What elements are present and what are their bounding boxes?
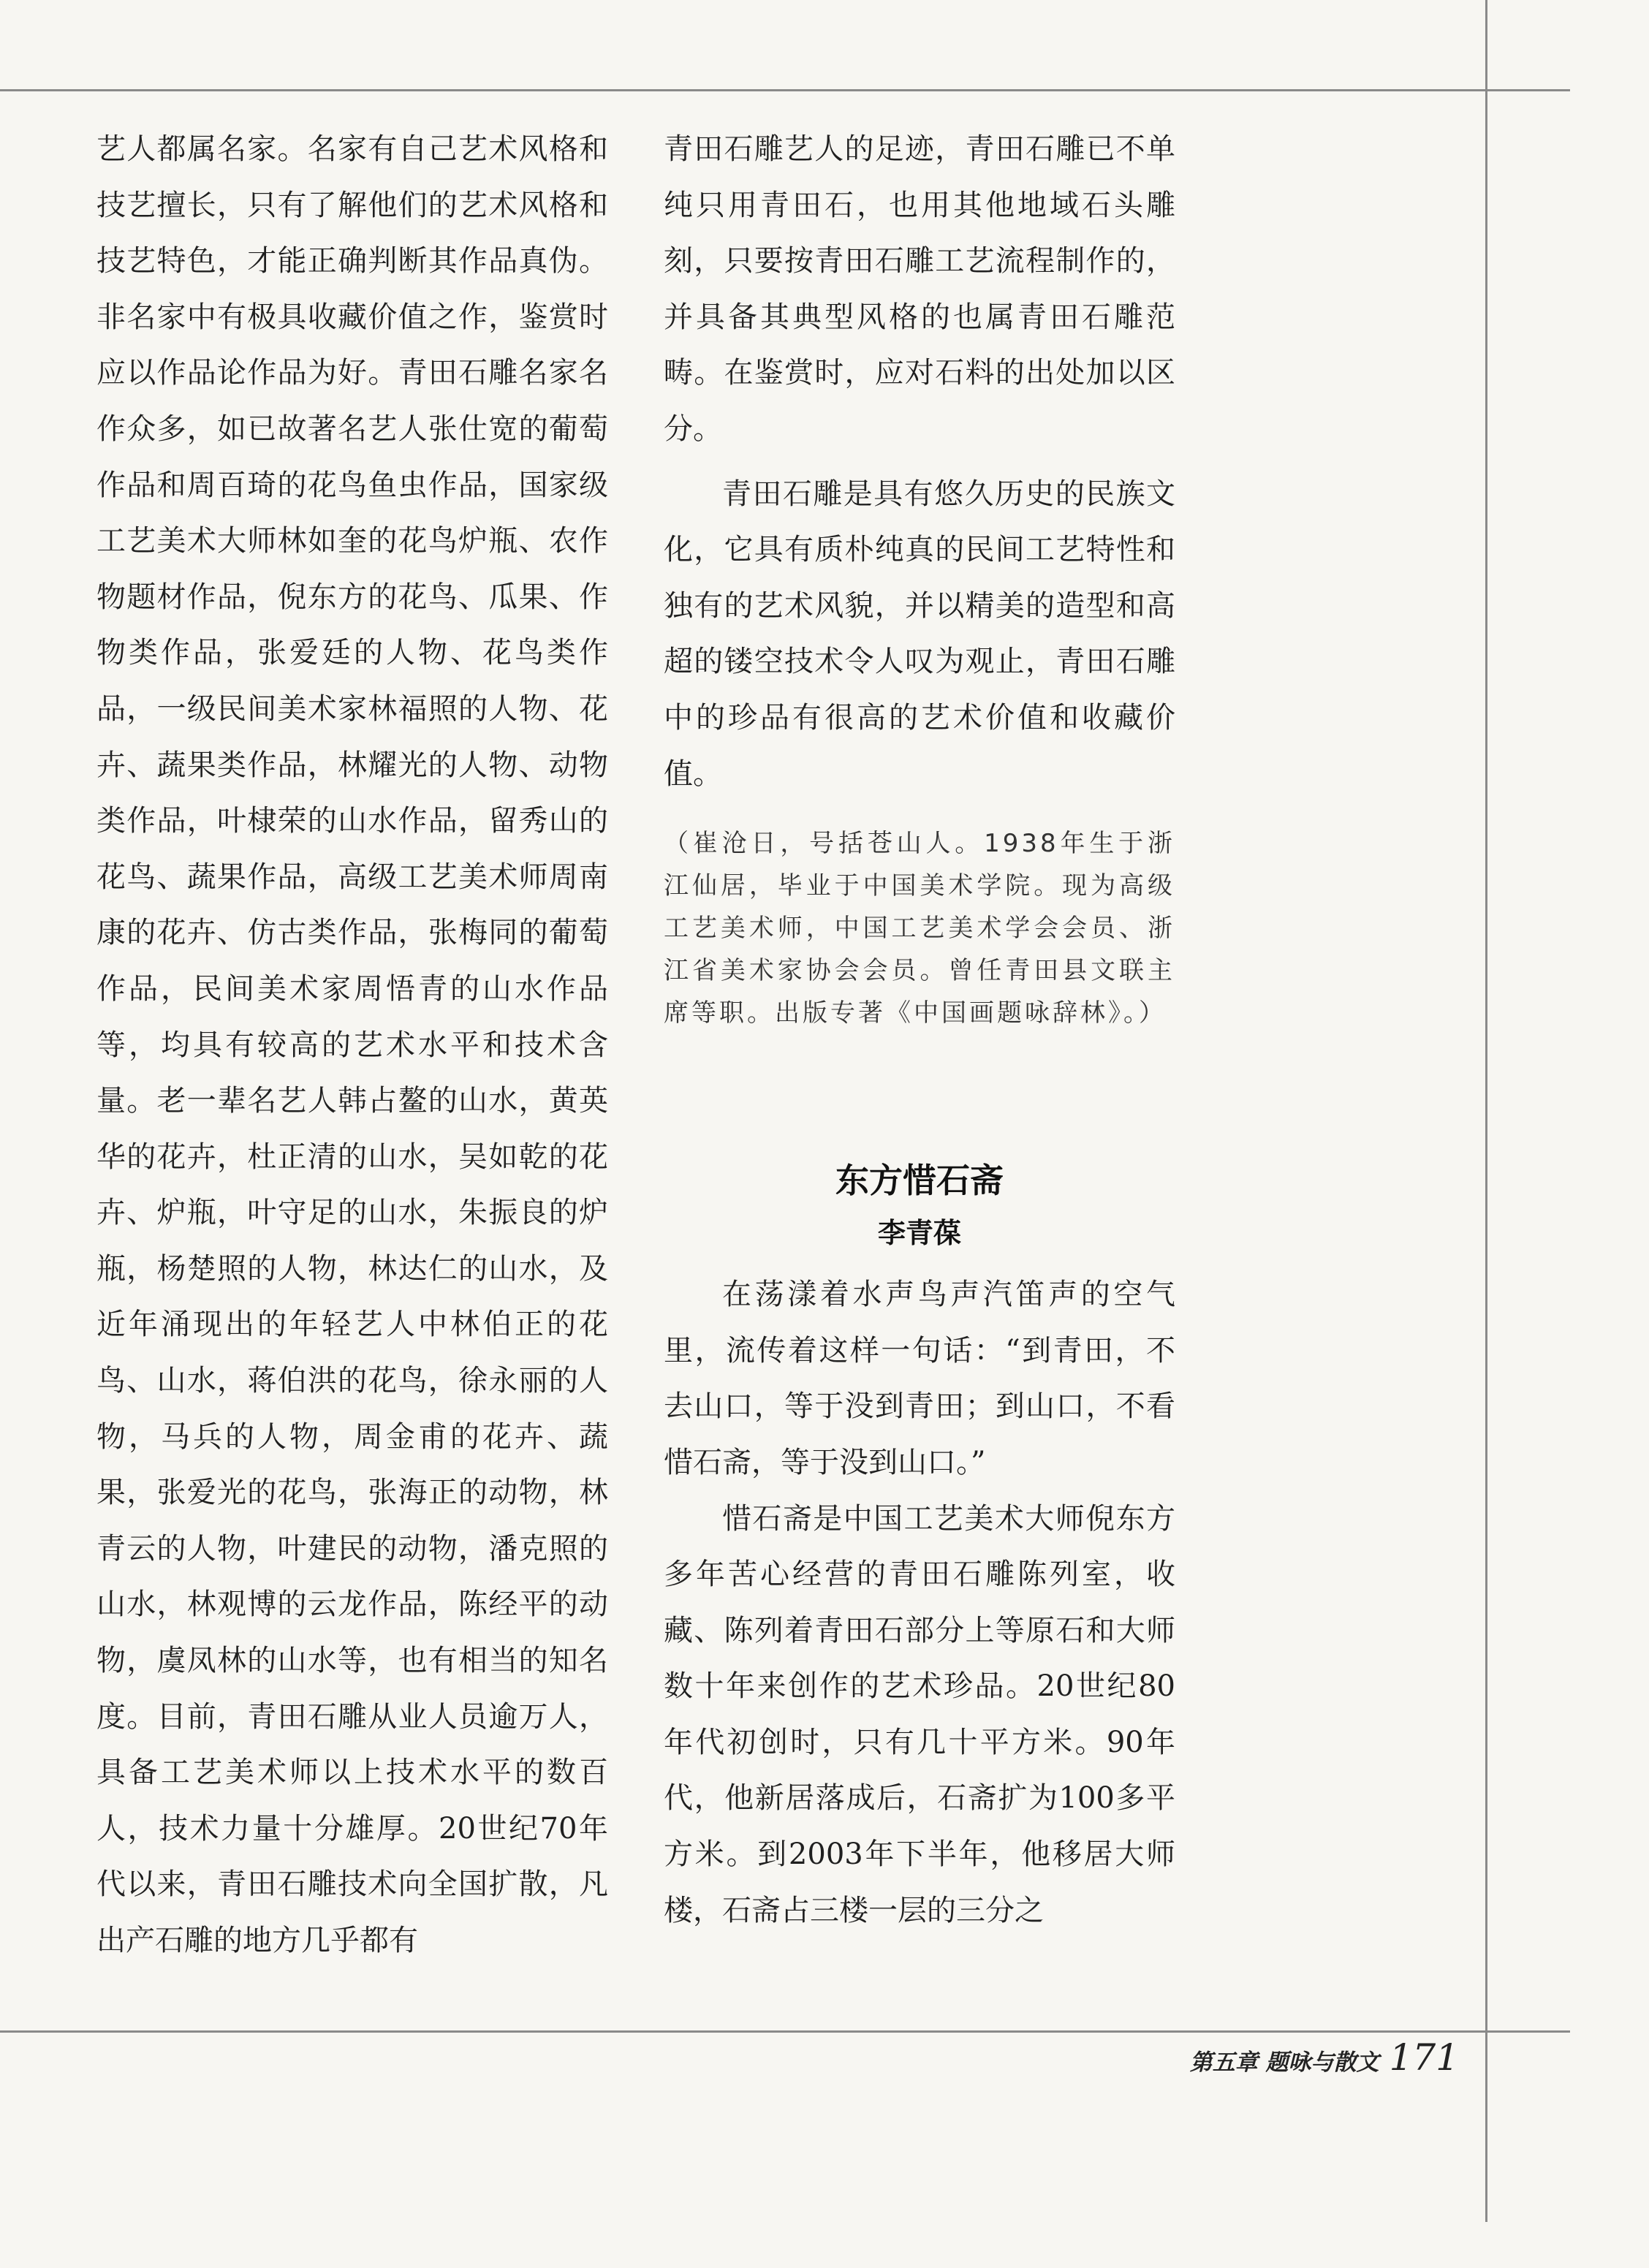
top-rule [0,89,1570,91]
right-column [664,121,1175,1938]
right-paragraph-1: 青田石雕艺人的足迹，青田石雕已不单纯只用青田石，也用其他地域石头雕刻，只要按青田石雕工艺流程制作的，并具备其典型风格的也属青田石雕范畴。在鉴赏时，应对石料的出处加以区分。 [664,132,1175,446]
chapter-label: 第五章 题咏与散文 [1189,2049,1379,2076]
left-column [96,121,608,1969]
left-paragraph: 艺人都属名家。名家有自己艺术风格和技艺擅长，只有了解他们的艺术风格和技艺特色，才能正确判断其作品真伪。非名家中有极具收藏价值之作，鉴赏时应以作品论作品为好。青田石雕名家名作众多，如已故著名艺人张仕宽的葡萄作品和周百琦的花鸟鱼虫作品，国家级工艺美术大师林如奎的花鸟炉瓶、农作物题材作品，倪东方的花鸟、瓜果、作物类作品，张爱廷的人物、花鸟类作品，一级民间美术家林福照的人物、花卉、蔬果类作品，林耀光的人物、动物类作品，叶棣荣的山水作品，留秀山的花鸟、蔬果作品，高级工艺美术师周南康的花卉、仿古类作品，张梅同的葡萄作品，民间美术家周悟青的山水作品等，均具有较高的艺术水平和技术含量。老一辈名艺人韩占鳌的山水，黄英华的花卉，杜正清的山水，吴如乾的花卉、炉瓶，叶守足的山水，朱振良的炉瓶，杨楚照的人物，林达仁的山水，及近年涌现出的年轻艺人中林伯正的花鸟、山水，蒋伯洪的花鸟，徐永丽的人物，马兵的人物，周金甫的花卉、蔬果，张爱光的花鸟，张海正的动物，林青云的人物，叶建民的动物，潘克照的山水，林观博的云龙作品，陈经平的动物，虞凤林的山水等，也有相当的知名度。目前，青田石雕从业人员逾万人，具备工艺美术师以上技术水平的数百人，技术力量十分雄厚。20世纪70年代以来，青田石雕技术向全国扩散，凡出产石雕的地方几乎都有 [96,132,608,1957]
page-footer [1190,2036,1459,2079]
page-edge-line [1485,0,1487,2222]
right-paragraph-3: 在荡漾着水声鸟声汽笛声的空气里，流传着这样一句话：“到青田，不去山口，等于没到青田；到山口，不看惜石斋，等于没到山口。” [664,1278,1175,1479]
article-author: 李青葆 [877,1217,961,1250]
page-number: 171 [1389,2036,1459,2079]
bottom-rule [0,2030,1570,2033]
author-bio-note: （崔沧日，号括苍山人。1938年生于浙江仙居，毕业于中国美术学院。现为高级工艺美术师，中国工艺美术学会会员、浙江省美术家协会会员。曾任青田县文联主席等职。出版专著《中国画题咏辞林》。） [664,829,1175,1028]
right-paragraph-4: 惜石斋是中国工艺美术大师倪东方多年苦心经营的青田石雕陈列室，收藏、陈列着青田石部分上等原石和大师数十年来创作的艺术珍品。20世纪80年代初创时，只有几十平方米。90年代，他新居落成后，石斋扩为100多平方米。到2003年下半年，他移居大师楼，石斋占三楼一层的三分之 [664,1501,1175,1927]
article-title: 东方惜石斋 [835,1161,1004,1201]
right-paragraph-2: 青田石雕是具有悠久历史的民族文化，它具有质朴纯真的民间工艺特性和独有的艺术风貌，并以精美的造型和高超的镂空技术令人叹为观止，青田石雕中的珍品有很高的艺术价值和收藏价值。 [664,477,1175,791]
